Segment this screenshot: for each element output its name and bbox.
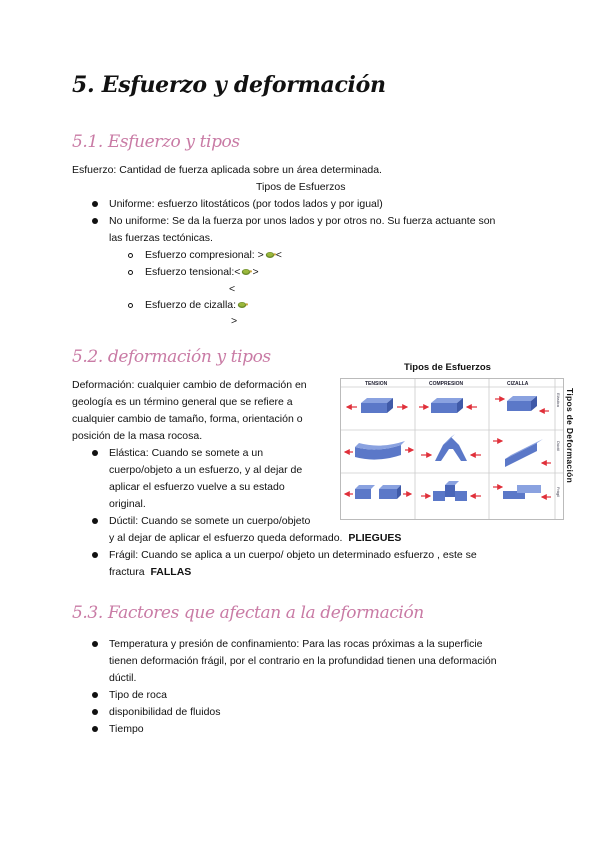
tipos-esfuerzos-label: Tipos de Esfuerzos	[256, 181, 346, 193]
column-header-shear: CIZALLA	[507, 381, 529, 387]
deformacion-para-line: geología es un término general que se refiere a	[72, 396, 293, 408]
bullet-uniforme: Uniforme: esfuerzo litostáticos (por todos lados y por igual)	[109, 198, 383, 210]
bullet-dot	[92, 641, 98, 647]
tensional-label: Esfuerzo tensional:<	[145, 266, 241, 278]
deformacion-para-line: Deformación: cualquier cambio de deformación en	[72, 379, 307, 391]
elastica-line: cuerpo/objeto a un esfuerzo, y al dejar de	[109, 464, 303, 476]
sub-tensional	[145, 264, 259, 281]
factor-tipo-roca: Tipo de roca	[109, 689, 167, 701]
figure-title: Tipos de Esfuerzos	[404, 362, 491, 373]
sub-bullet-circle	[128, 303, 133, 308]
row-label-elastica: Elástica	[556, 393, 561, 408]
factor-fluidos: disponibilidad de fluidos	[109, 706, 221, 718]
factor-temperatura-cont: tienen deformación frágil, por el contrario en la profundidad tienen una deformación	[109, 655, 497, 667]
bullet-dot	[92, 552, 98, 558]
turtle-icon	[236, 300, 248, 309]
bullet-dot	[92, 709, 98, 715]
compresional-end: <	[275, 249, 282, 261]
row-label-fragil: Frágil	[556, 487, 561, 498]
deformacion-para-line: cualquier cambio de tamaño, forma, orientación o	[72, 413, 303, 425]
bullet-dot	[92, 692, 98, 698]
esfuerzo-definition: Esfuerzo: Cantidad de fuerza aplicada sobre un área determinada.	[72, 164, 382, 176]
brittle-compression-block	[421, 481, 481, 501]
page-title: 5. Esfuerzo y deformación	[72, 72, 386, 98]
figure-illustration	[341, 379, 563, 519]
tensional-end: >	[252, 266, 259, 278]
ductile-compression-block	[421, 434, 481, 461]
bullet-dot	[92, 518, 98, 524]
elastica-line: original.	[109, 498, 146, 510]
turtle-icon	[240, 267, 252, 276]
ductile-tension-block	[345, 441, 413, 460]
ductil-line: Dúctil: Cuando se somete un cuerpo/objeto	[109, 515, 311, 527]
bullet-dot	[92, 201, 98, 207]
pliegues-label: PLIEGUES	[348, 532, 402, 544]
factor-tiempo: Tiempo	[109, 723, 144, 735]
figure-side-label: Tipos de Deformación	[565, 388, 575, 484]
figure-grid	[340, 378, 564, 520]
sub-compresional	[145, 247, 282, 264]
factor-temperatura: Temperatura y presión de confinamiento: Para las rocas próximas a la superficie	[109, 638, 483, 650]
stress-deformation-figure	[338, 362, 582, 522]
brittle-shear-block	[493, 485, 551, 499]
cizalla-label: Esfuerzo de cizalla:	[145, 299, 237, 311]
section-2-heading: 5.2. deformación y tipos	[72, 347, 271, 367]
sub-bullet-circle	[128, 253, 133, 258]
ductil-line-2	[109, 530, 401, 547]
tensional-extra: <	[229, 283, 236, 295]
fragil-line: Frágil: Cuando se aplica a un cuerpo/ objeto un determinado esfuerzo , este se	[109, 549, 477, 561]
brittle-tension-block	[345, 485, 411, 499]
ductile-shear-block	[493, 439, 551, 467]
elastica-line: aplicar el esfuerzo vuelve a su estado	[109, 481, 285, 493]
elastic-tension-block	[347, 398, 407, 413]
fragil-text: fractura	[109, 566, 145, 578]
bullet-no-uniforme: No uniforme: Se da la fuerza por unos lados y por otros no. Su fuerza actuante son	[109, 215, 496, 227]
section-3-heading: 5.3. Factores que afectan a la deformación	[72, 603, 424, 623]
bullet-dot	[92, 726, 98, 732]
elastica-line: Elástica: Cuando se somete a un	[109, 447, 264, 459]
section-1-heading: 5.1. Esfuerzo y tipos	[72, 132, 240, 152]
bullet-no-uniforme-cont: las fuerzas tectónicas.	[109, 232, 213, 244]
compresional-label: Esfuerzo compresional: >	[145, 249, 264, 261]
sub-bullet-circle	[128, 270, 133, 275]
row-label-ductil: Dúctil	[556, 441, 561, 452]
cizalla-extra: >	[231, 315, 238, 327]
elastic-compression-block	[419, 398, 477, 413]
factor-temperatura-cont: dúctil.	[109, 672, 137, 684]
ductil-text: y al dejar de aplicar el esfuerzo queda deformado.	[109, 532, 343, 544]
column-header-compression: COMPRESION	[429, 381, 464, 387]
fragil-line-2	[109, 564, 191, 581]
turtle-icon	[264, 250, 276, 259]
deformacion-para-line: posición de la masa rocosa.	[72, 430, 203, 442]
bullet-dot	[92, 218, 98, 224]
elastic-shear-block	[495, 396, 549, 411]
column-header-tension: TENSION	[365, 381, 388, 387]
sub-cizalla	[145, 297, 248, 314]
bullet-dot	[92, 450, 98, 456]
fallas-label: FALLAS	[150, 566, 192, 578]
